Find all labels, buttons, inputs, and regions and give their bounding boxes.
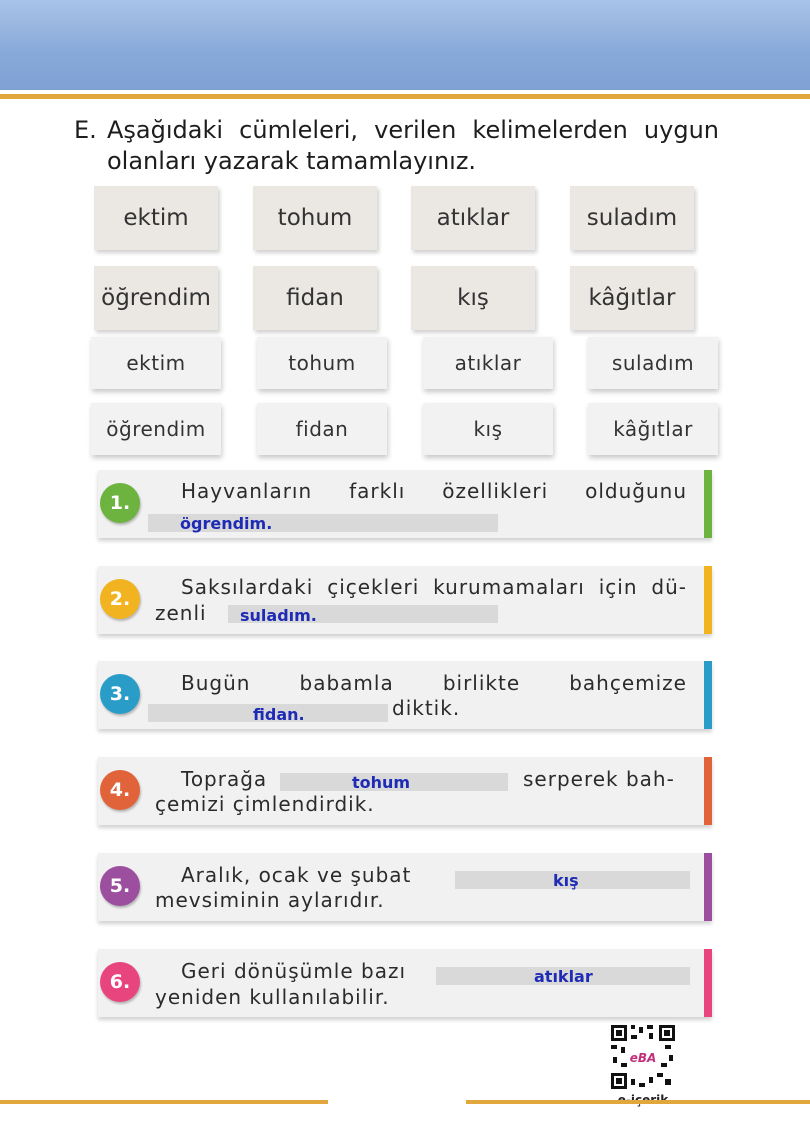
- word-card-small: öğrendim: [91, 403, 221, 455]
- word-card-small: kâğıtlar: [588, 403, 718, 455]
- word-card: fidan: [253, 266, 377, 330]
- answer-text: ögrendim.: [180, 514, 273, 533]
- question-text-line-2: çemizi çimlendirdik.: [155, 792, 375, 816]
- word-card: öğrendim: [94, 266, 218, 330]
- word-card: atıklar: [411, 186, 535, 250]
- answer-text: atıklar: [534, 967, 593, 986]
- word-card-small: ektim: [91, 337, 221, 389]
- question-number-badge: 6.: [100, 962, 140, 1002]
- question-edge: [704, 661, 712, 729]
- question-edge: [704, 853, 712, 921]
- word-card: ektim: [94, 186, 218, 250]
- question-edge: [704, 757, 712, 825]
- word-card: kâğıtlar: [570, 266, 694, 330]
- question-text-line-1: Hayvanların farklı özellikleri olduğunu: [181, 479, 687, 503]
- question-edge: [704, 566, 712, 634]
- question-text-line-2: zenli: [155, 601, 207, 625]
- question-text-line-1-start: Toprağa: [181, 767, 268, 791]
- question-number-badge: 3.: [100, 674, 140, 714]
- instruction-line-2: olanları yazarak tamamlayınız.: [107, 147, 477, 175]
- header-rule: [0, 94, 810, 99]
- word-card: tohum: [253, 186, 377, 250]
- answer-text: suladım.: [240, 606, 317, 625]
- word-card-small: kış: [423, 403, 553, 455]
- question-text-line-1-end: serperek bah-: [523, 767, 675, 791]
- exercise-letter: E.: [74, 116, 97, 144]
- answer-text: kış: [553, 871, 579, 890]
- footer-gap: [328, 1099, 466, 1105]
- answer-text: tohum: [352, 773, 411, 792]
- question-text-line-1: Saksılardaki çiçekleri kurumamaları için dü-: [181, 575, 687, 599]
- word-card-small: fidan: [257, 403, 387, 455]
- question-number-badge: 1.: [100, 483, 140, 523]
- eba-logo: eBA: [629, 1051, 657, 1065]
- question-edge: [704, 949, 712, 1017]
- question-text-line-1: Bugün babamla birlikte bahçemize: [181, 671, 687, 695]
- question-text-line-2: mevsiminin aylarıdır.: [155, 888, 385, 912]
- header-band: [0, 0, 810, 90]
- answer-text: fidan.: [253, 705, 305, 724]
- qr-code[interactable]: [609, 1023, 677, 1091]
- question-text-line-1: Aralık, ocak ve şubat: [181, 863, 412, 887]
- question-text-line-1: Geri dönüşümle bazı: [181, 959, 407, 983]
- word-card-small: suladım: [588, 337, 718, 389]
- question-number-badge: 5.: [100, 866, 140, 906]
- instruction-line-1: Aşağıdaki cümleleri, verilen kelimelerden uygun: [107, 116, 719, 144]
- question-number-badge: 2.: [100, 579, 140, 619]
- question-edge: [704, 470, 712, 538]
- question-text-line-2: diktik.: [392, 696, 461, 720]
- header-separator: [0, 90, 810, 93]
- word-card-small: atıklar: [423, 337, 553, 389]
- word-card: suladım: [570, 186, 694, 250]
- word-card-small: tohum: [257, 337, 387, 389]
- question-text-line-2: yeniden kullanılabilir.: [155, 985, 390, 1009]
- word-card: kış: [411, 266, 535, 330]
- question-number-badge: 4.: [100, 770, 140, 810]
